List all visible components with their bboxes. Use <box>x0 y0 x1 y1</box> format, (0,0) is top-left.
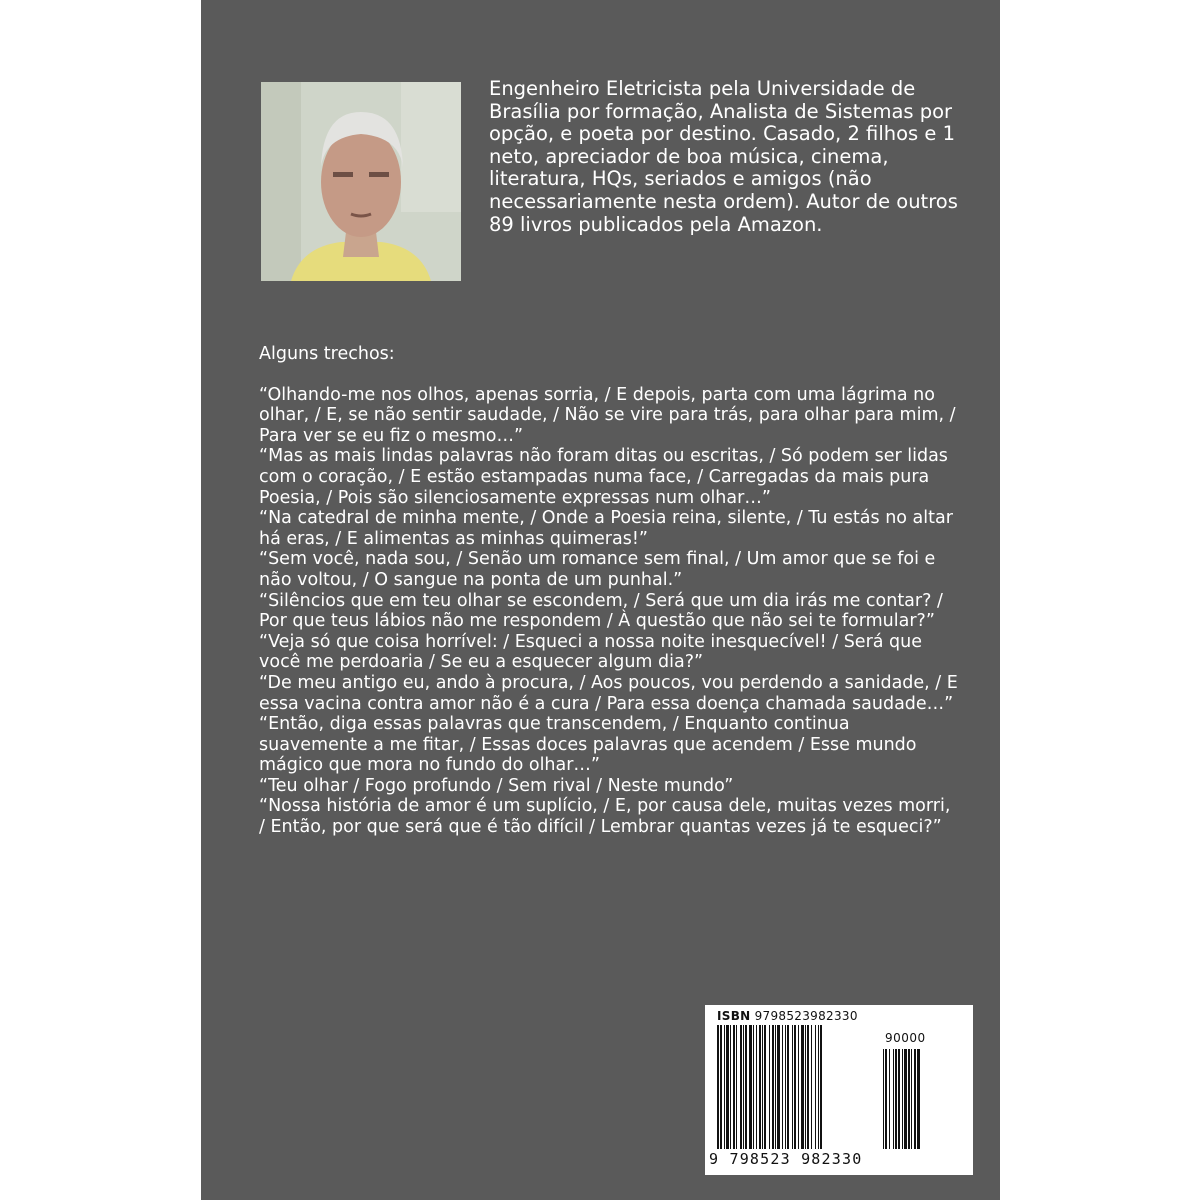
barcode-box <box>705 1005 973 1175</box>
excerpt-item: “Na catedral de minha mente, / Onde a Poesia reina, silente, / Tu estás no altar há eras, / E alimentas as minhas quimeras!” <box>259 508 953 549</box>
addon-barcode-bars <box>881 1049 963 1149</box>
isbn-label: ISBN <box>717 1009 751 1023</box>
excerpt-item: “Nossa história de amor é um suplício, / E, por causa dele, muitas vezes morri, / Então, por que será que é tão difícil / Lembrar quantas vezes já te esqueci?” <box>259 796 951 838</box>
excerpt-item: “Silêncios que em teu olhar se escondem, / Será que um dia irás me contar? / Por que teus lábios não me respondem / À questão que não sei te formular?” <box>259 590 943 632</box>
isbn-line <box>717 1009 858 1023</box>
excerpt-item: “Sem você, nada sou, / Senão um romance sem final, / Um amor que se foi e não voltou, / O sangue na ponta de um punhal.” <box>259 549 936 590</box>
barcode-digits: 9 798523 982330 <box>709 1150 863 1168</box>
excerpt-item: “Olhando-me nos olhos, apenas sorria, / E depois, parta com uma lágrima no olhar, / E, se não sentir saudade, / Não se vire para trás, para olhar para mim, / Para ver se eu fiz o mesmo…” <box>259 384 956 446</box>
author-photo <box>261 82 461 281</box>
price-code: 90000 <box>885 1031 926 1045</box>
excerpt-item: “Então, diga essas palavras que transcendem, / Enquanto continua suavemente a me fitar, / Essas doces palavras que acendem / Esse mundo mágico que mora no fundo do olhar…” <box>259 714 917 776</box>
isbn-number: 9798523982330 <box>754 1009 858 1023</box>
barcode-bars <box>715 1025 875 1149</box>
bio-text: Engenheiro Eletricista pela Universidade de Brasília por formação, Analista de Sistemas por opção, e poeta por destino. Casado, 2 filhos e 1 neto, apreciador de boa música, cinema, literatura, HQs, seriados e amigos (não necessariamente nesta ordem). Autor de outros 89 livros publicados pela Amazon. <box>489 77 958 236</box>
author-bio <box>489 78 959 236</box>
excerpt-item: “De meu antigo eu, ando à procura, / Aos poucos, vou perdendo a sanidade, / E essa vacina contra amor não é a cura / Para essa doença chamada saudade…” <box>259 672 958 714</box>
excerpts-section <box>259 344 959 838</box>
excerpt-item: “Mas as mais lindas palavras não foram ditas ou escritas, / Só podem ser lidas com o coração, / E estão estampadas numa face, / Carregadas da mais pura Poesia, / Pois são silenciosamente expressas num olhar…” <box>259 446 948 508</box>
excerpt-item: “Teu olhar / Fogo profundo / Sem rival / Neste mundo” <box>259 775 734 796</box>
excerpts-heading: Alguns trechos: <box>259 344 395 364</box>
back-cover <box>201 0 1000 1200</box>
excerpt-item: “Veja só que coisa horrível: / Esqueci a nossa noite inesquecível! / Será que você me perdoaria / Se eu a esquecer algum dia?” <box>259 631 923 673</box>
